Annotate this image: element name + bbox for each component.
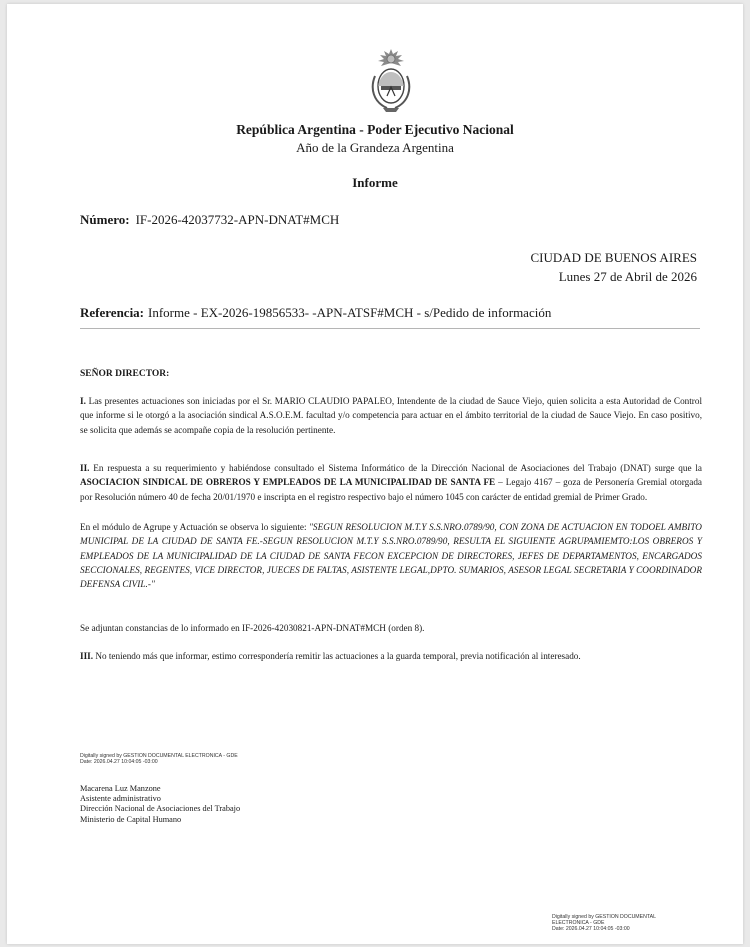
signer-ministry: Ministerio de Capital Humano xyxy=(80,814,182,824)
footer-stamp-line-2: ELECTRONICA - GDE xyxy=(552,920,605,926)
paragraph-4: Se adjuntan constancias de lo informado en IF-2026-42030821-APN-DNAT#MCH (orden 8). xyxy=(80,623,425,633)
paragraph-3-text: En el módulo de Agrupe y Actuación se observa lo siguiente: xyxy=(80,522,307,532)
document-page xyxy=(7,4,743,944)
paragraph-5 xyxy=(80,649,702,663)
salutation: SEÑOR DIRECTOR: xyxy=(80,369,170,379)
paragraph-5-text: No teniendo más que informar, estimo correspondería remitir las actuaciones a la guarda temporal, previa notificación al interesado. xyxy=(95,651,581,661)
document-type: Informe xyxy=(352,175,398,190)
document-number-value: IF-2026-42037732-APN-DNAT#MCH xyxy=(135,212,340,227)
digital-signature-stamp xyxy=(80,753,238,765)
signer-role: Asistente administrativo xyxy=(80,794,161,804)
paragraph-2-text-b: – Legajo 4167 – goza de Personería Gremial otorgada por Resolución número 40 de fecha 20/01/1970 e inscripta en el registro respectivo bajo el número 1045 con carácter de entidad gremial de Primer Grado. xyxy=(80,477,702,502)
reference xyxy=(80,305,551,321)
signer-block xyxy=(80,784,240,825)
association-name: ASOCIACION SINDICAL DE OBREROS Y EMPLEADOS DE LA MUNICIPALIDAD DE SANTA FE xyxy=(80,477,496,488)
year-motto: Año de la Grandeza Argentina xyxy=(296,140,454,155)
reference-value: Informe - EX-2026-19856533- -APN-ATSF#MCH - s/Pedido de información xyxy=(148,305,552,320)
paragraph-2-text-a: En respuesta a su requerimiento y habiéndose consultado el Sistema Informático de la Dirección Nacional de Asociaciones del Trabajo (DNAT) surge que la xyxy=(93,463,703,473)
document-date: Lunes 27 de Abril de 2026 xyxy=(558,269,697,284)
paragraph-3 xyxy=(80,520,702,591)
signer-name: Macarena Luz Manzone xyxy=(80,784,161,793)
paragraph-1-number: I. xyxy=(80,396,86,406)
footer-stamp-line-1: Digitally signed by GESTION DOCUMENTAL xyxy=(552,914,656,920)
footer-stamp-date: Date: 2026.04.27 10:04:05 -03:00 xyxy=(552,926,630,932)
place: CIUDAD DE BUENOS AIRES xyxy=(530,250,697,265)
paragraph-1-text: Las presentes actuaciones son iniciadas por el Sr. MARIO CLAUDIO PAPALEO, Intendente de la ciudad de Sauce Viejo, quien solicita a esta Autoridad de Control que informe si le otorgó a la asociación sindical A.S.O.E.M. facultad y/o competencia para actuar en el ámbito territorial de la ciudad de Sauce Viejo. En caso positivo, se solicita que además se acompañe copia de la resolución pertinente. xyxy=(80,396,703,435)
document-number-label: Número: xyxy=(80,212,130,227)
paragraph-2 xyxy=(80,461,702,504)
divider xyxy=(80,328,700,329)
reference-label: Referencia: xyxy=(80,305,145,320)
paragraph-2-number: II. xyxy=(80,463,90,473)
paragraph-1 xyxy=(80,394,702,437)
document-number xyxy=(80,212,339,228)
paragraph-3-quote: "SEGUN RESOLUCION M.T.Y S.S.NRO.0789/90, CON ZONA DE ACTUACION EN TODOEL AMBITO MUNICIPAL DE LA CIUDAD DE SANTA FE.-SEGUN RESOLUCION M.T.Y S.S.NRO.0789/90, RESULTA EL SIGUIENTE AGRUPAMIEMTO:LOS OBREROS Y EMPLEADOS DE LA MUNICIPALIDAD DE LA CIUDAD DE SANTA FECON EXCEPCION DE DIRECTORES, JEFES DE DEPARTAMENTOS, ENCARGADOS SECCIONALES, REGENTES, VICE DIRECTOR, JUECES DE FALTAS, ASISTENTE LEGAL,DPTO. SUMARIOS, ASESOR LEGAL SECRETARIA Y COORDINADOR DEFENSA CIVIL.-" xyxy=(80,522,702,590)
signature-stamp-date: Date: 2026.04.27 10:04:05 -03:00 xyxy=(80,759,158,765)
government-header-title: República Argentina - Poder Ejecutivo Nacional xyxy=(236,122,514,137)
signer-office: Dirección Nacional de Asociaciones del Trabajo xyxy=(80,804,241,814)
signature-stamp-line: Digitally signed by GESTION DOCUMENTAL ELECTRONICA - GDE xyxy=(80,753,238,759)
paragraph-5-number: III. xyxy=(80,651,94,661)
national-coat-of-arms-icon xyxy=(369,46,413,118)
digital-signature-stamp-footer xyxy=(552,914,656,932)
